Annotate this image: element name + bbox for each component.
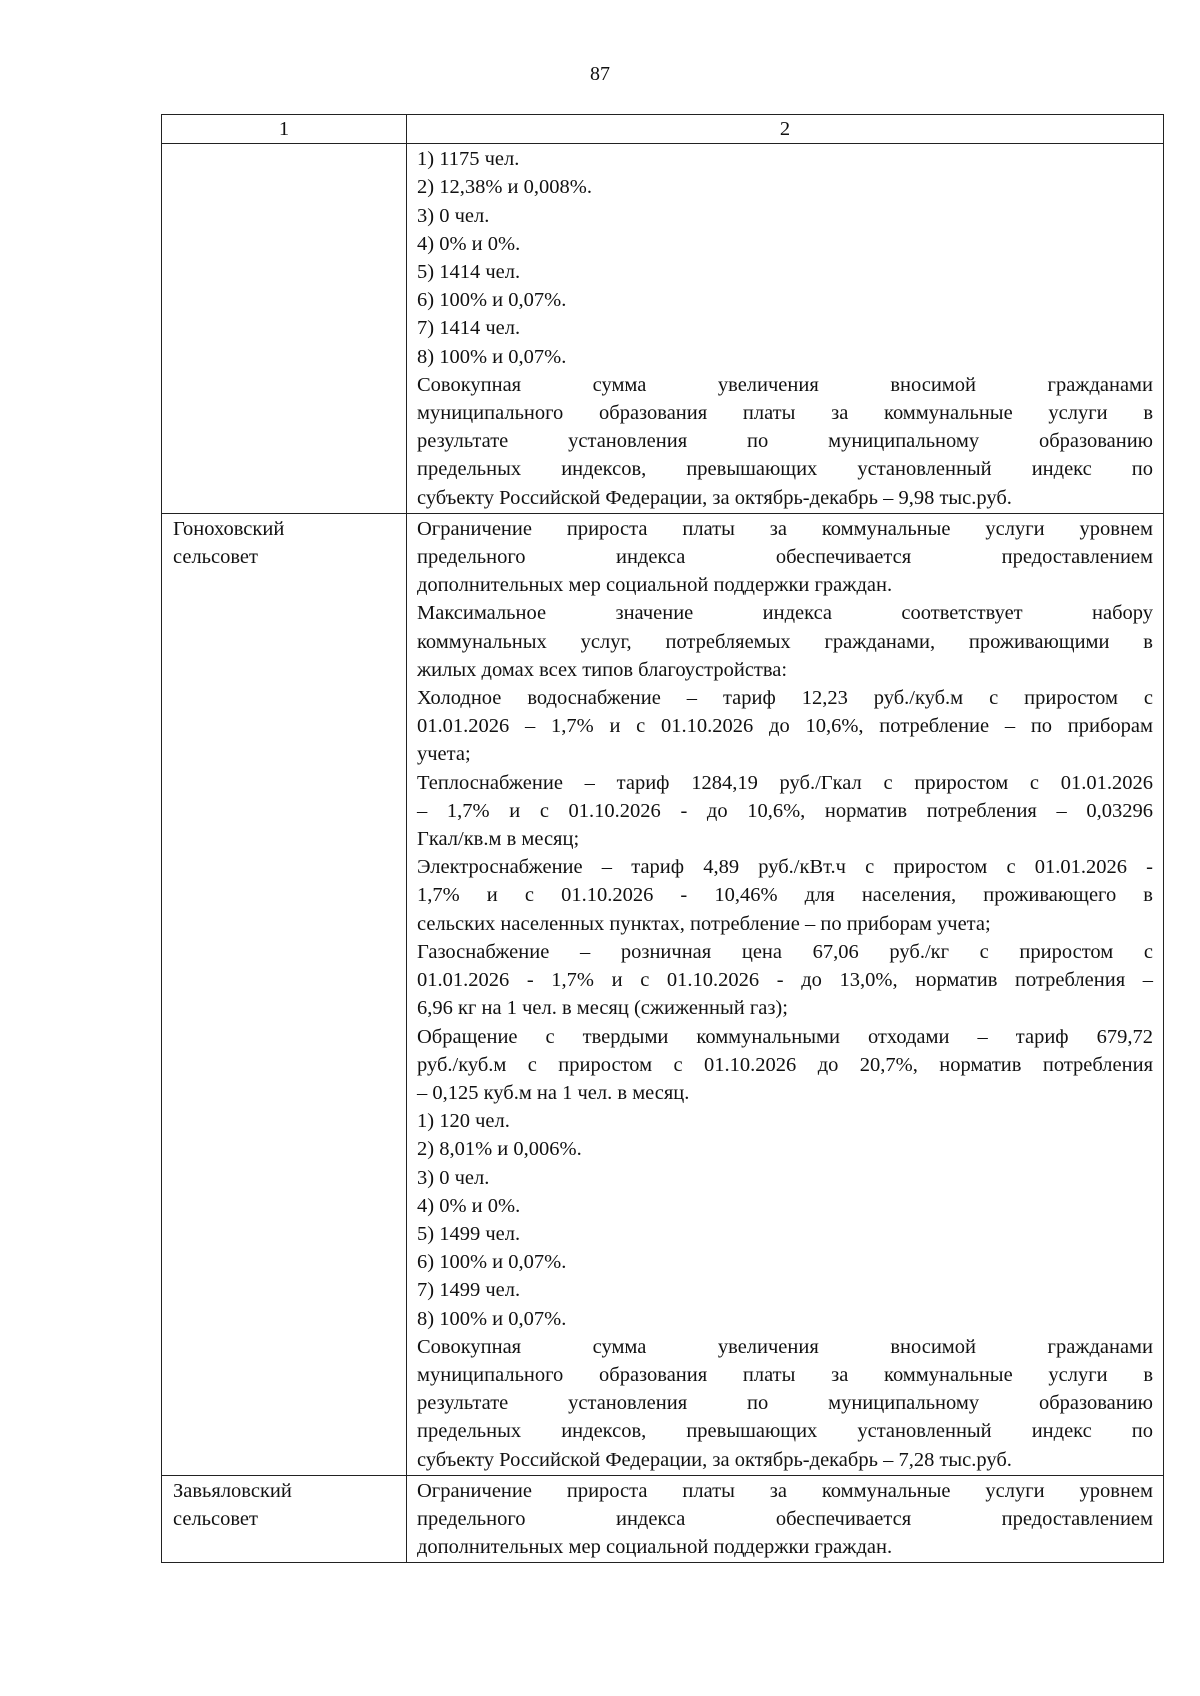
header-col-2: 2 — [407, 115, 1164, 144]
summary-text-line: предельных индексов, превышающих установленный индекс по — [417, 458, 1153, 481]
description-cell — [407, 144, 1164, 514]
text-line: Ограничение прироста платы за коммунальные услуги уровнем — [417, 1479, 1153, 1502]
table-row — [162, 513, 1164, 1475]
text-line: Ограничение прироста платы за коммунальные услуги уровнем — [417, 517, 1153, 540]
text-line: Гкал/кв.м в месяц; — [417, 828, 580, 851]
list-item: 1) 120 чел. — [417, 1110, 510, 1133]
text-line: Газоснабжение – розничная цена 67,06 руб./кг с приростом с — [417, 940, 1153, 963]
text-line: руб./куб.м с приростом с 01.10.2026 до 20,7%, норматив потребления — [417, 1053, 1153, 1076]
summary-text-line: результате установления по муниципальному образованию — [417, 430, 1153, 453]
summary-text-line: муниципального образования платы за коммунальные услуги в — [417, 402, 1153, 425]
text-line: 01.01.2026 – 1,7% и с 01.10.2026 до 10,6%, потребление – по приборам — [417, 715, 1153, 738]
table-row — [162, 144, 1164, 514]
municipality-name-cell — [162, 1475, 407, 1563]
list-item: 4) 0% и 0%. — [417, 1194, 521, 1217]
table-row — [162, 1475, 1164, 1563]
table-header-row — [162, 115, 1164, 144]
summary-text-line: Совокупная сумма увеличения вносимой гражданами — [417, 373, 1153, 396]
list-item: 2) 12,38% и 0,008%. — [417, 176, 592, 199]
list-item: 6) 100% и 0,07%. — [417, 1251, 567, 1274]
text-line: – 0,125 куб.м на 1 чел. в месяц. — [417, 1081, 690, 1104]
list-item: 7) 1499 чел. — [417, 1279, 521, 1302]
list-item: 8) 100% и 0,07%. — [417, 1307, 567, 1330]
municipality-name-cell — [162, 513, 407, 1475]
description-cell — [407, 513, 1164, 1475]
document-table — [161, 114, 1164, 1563]
header-col-1: 1 — [162, 115, 407, 144]
text-line: 1,7% и с 01.10.2026 - 10,46% для населения, проживающего в — [417, 884, 1153, 907]
municipality-type: сельсовет — [173, 546, 258, 569]
list-item: 5) 1414 чел. — [417, 261, 521, 284]
text-line: коммунальных услуг, потребляемых гражданами, проживающими в — [417, 630, 1153, 653]
text-line: Теплоснабжение – тариф 1284,19 руб./Гкал с приростом с 01.01.2026 — [417, 771, 1153, 794]
text-line: Обращение с твердыми коммунальными отходами – тариф 679,72 — [417, 1025, 1153, 1048]
text-line: дополнительных мер социальной поддержки граждан. — [417, 574, 893, 597]
list-item: 8) 100% и 0,07%. — [417, 345, 567, 368]
list-item: 1) 1175 чел. — [417, 148, 520, 171]
summary-text-line: результате установления по муниципальному образованию — [417, 1392, 1153, 1415]
text-line: учета; — [417, 743, 471, 766]
text-line: сельских населенных пунктах, потребление – по приборам учета; — [417, 912, 991, 935]
municipality-name-cell — [162, 144, 407, 514]
text-line: 6,96 кг на 1 чел. в месяц (сжиженный газ); — [417, 997, 788, 1020]
list-item: 3) 0 чел. — [417, 1166, 490, 1189]
municipality-name: Гоноховский — [173, 517, 285, 540]
description-cell — [407, 1475, 1164, 1563]
page-number: 87 — [590, 63, 610, 85]
text-line: Холодное водоснабжение – тариф 12,23 руб./куб.м с приростом с — [417, 687, 1153, 710]
text-line: – 1,7% и с 01.10.2026 - до 10,6%, норматив потребления – 0,03296 — [417, 799, 1153, 822]
list-item: 2) 8,01% и 0,006%. — [417, 1138, 582, 1161]
text-line: Электроснабжение – тариф 4,89 руб./кВт.ч с приростом с 01.01.2026 - — [417, 856, 1153, 879]
text-line: жилых домах всех типов благоустройства: — [417, 658, 788, 681]
text-line: предельного индекса обеспечивается предоставлением — [417, 546, 1153, 569]
list-item: 7) 1414 чел. — [417, 317, 521, 340]
text-line: Максимальное значение индекса соответствует набору — [417, 602, 1153, 625]
summary-text-line: субъекту Российской Федерации, за октябрь-декабрь – 9,98 тыс.руб. — [417, 486, 1012, 509]
summary-text-line: предельных индексов, превышающих установленный индекс по — [417, 1420, 1153, 1443]
list-item: 4) 0% и 0%. — [417, 232, 521, 255]
text-line: дополнительных мер социальной поддержки граждан. — [417, 1536, 893, 1559]
text-line: предельного индекса обеспечивается предоставлением — [417, 1507, 1153, 1530]
list-item: 5) 1499 чел. — [417, 1222, 521, 1245]
municipality-type: сельсовет — [173, 1507, 258, 1530]
summary-text-line: субъекту Российской Федерации, за октябрь-декабрь – 7,28 тыс.руб. — [417, 1448, 1012, 1471]
list-item: 6) 100% и 0,07%. — [417, 289, 567, 312]
summary-text-line: Совокупная сумма увеличения вносимой гражданами — [417, 1335, 1153, 1358]
text-line: 01.01.2026 - 1,7% и с 01.10.2026 - до 13,0%, норматив потребления – — [417, 969, 1153, 992]
summary-text-line: муниципального образования платы за коммунальные услуги в — [417, 1363, 1153, 1386]
municipality-name: Завьяловский — [173, 1479, 292, 1502]
list-item: 3) 0 чел. — [417, 204, 490, 227]
